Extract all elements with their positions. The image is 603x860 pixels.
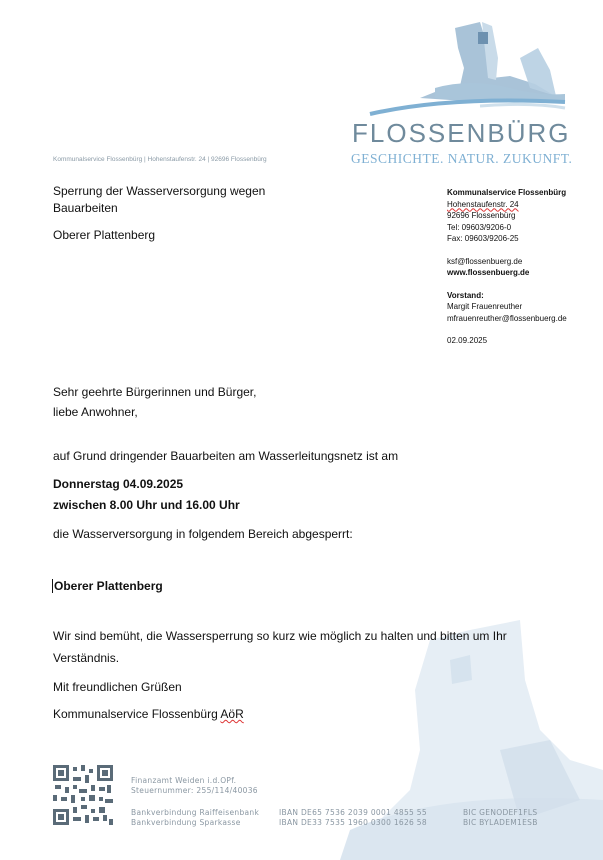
outage-time: zwischen 8.00 Uhr und 16.00 Uhr	[53, 498, 240, 512]
brand-tagline: GESCHICHTE. NATUR. ZUKUNFT.	[351, 151, 573, 166]
info-board-label: Vorstand:	[447, 290, 484, 300]
brand-name: FLOSSENBÜRG	[352, 118, 571, 148]
greeting: Mit freundlichen Grüßen	[53, 680, 182, 694]
info-board-email[interactable]: mfrauenreuther@flossenbuerg.de	[447, 313, 567, 323]
salutation-line-1: Sehr geehrte Bürgerinnen und Bürger,	[53, 385, 257, 399]
info-tel: Tel: 09603/9206-0	[447, 222, 512, 232]
footer-ibans	[279, 808, 427, 827]
info-city: 92696 Flossenbürg	[447, 211, 516, 220]
info-date: 02.09.2025	[447, 336, 488, 345]
footer-bic-1: BIC GENODEF1FLS	[463, 808, 538, 817]
outage-date: Donnerstag 04.09.2025	[53, 477, 184, 491]
footer-tax-office: Finanzamt Weiden i.d.OPf.	[131, 776, 237, 785]
letter-subject	[53, 183, 265, 217]
qr-code-icon	[53, 765, 113, 825]
footer-iban-2: IBAN DE33 7535 1960 0300 1626 58	[279, 817, 427, 827]
signature-main: Kommunalservice Flossenbürg	[53, 707, 221, 721]
affected-area: Oberer Plattenberg	[54, 579, 163, 593]
footer-tax-number: Steuernummer: 255/114/40036	[131, 785, 258, 795]
info-street: Hohenstaufenstr. 24	[447, 199, 519, 209]
closing-line-1: Wir sind bemüht, die Wassersperrung so kurz wie möglich zu halten und bitten um Ihr	[53, 629, 507, 643]
signature	[53, 707, 244, 721]
closing-line-2: Verständnis.	[53, 651, 120, 665]
signature-suffix: AöR	[220, 707, 244, 721]
contact-info-block	[447, 187, 567, 347]
footer-tax	[131, 776, 258, 795]
info-board-name: Margit Frauenreuther	[447, 302, 523, 311]
location-heading: Oberer Plattenberg	[53, 228, 156, 242]
sender-address-line: Kommunalservice Flossenbürg | Hohenstaufenstr. 24 | 92696 Flossenbürg	[53, 156, 267, 163]
salutation-line-2: liebe Anwohner,	[53, 405, 138, 419]
footer-bank-2: Bankverbindung Sparkasse	[131, 817, 241, 827]
info-email[interactable]: ksf@flossenbuerg.de	[447, 256, 523, 266]
info-web[interactable]: www.flossenbuerg.de	[447, 268, 530, 277]
subject-line-2: Bauarbeiten	[53, 201, 118, 215]
footer-bank-1: Bankverbindung Raiffeisenbank	[131, 808, 260, 817]
subject-line-1: Sperrung der Wasserversorgung wegen	[53, 184, 266, 198]
info-fax: Fax: 09603/9206-25	[447, 234, 519, 243]
area-intro: die Wasserversorgung in folgendem Bereich abgesperrt:	[53, 527, 353, 541]
footer-bics	[463, 808, 538, 827]
intro-text: auf Grund dringender Bauarbeiten am Wasserleitungsnetz ist am	[53, 449, 399, 463]
footer-banks	[131, 808, 259, 827]
footer-bic-2: BIC BYLADEM1ESB	[463, 817, 538, 827]
castle-logo-icon	[360, 18, 570, 118]
info-org: Kommunalservice Flossenbürg	[447, 188, 567, 197]
footer-iban-1: IBAN DE65 7536 2039 0001 4855 55	[279, 808, 427, 817]
